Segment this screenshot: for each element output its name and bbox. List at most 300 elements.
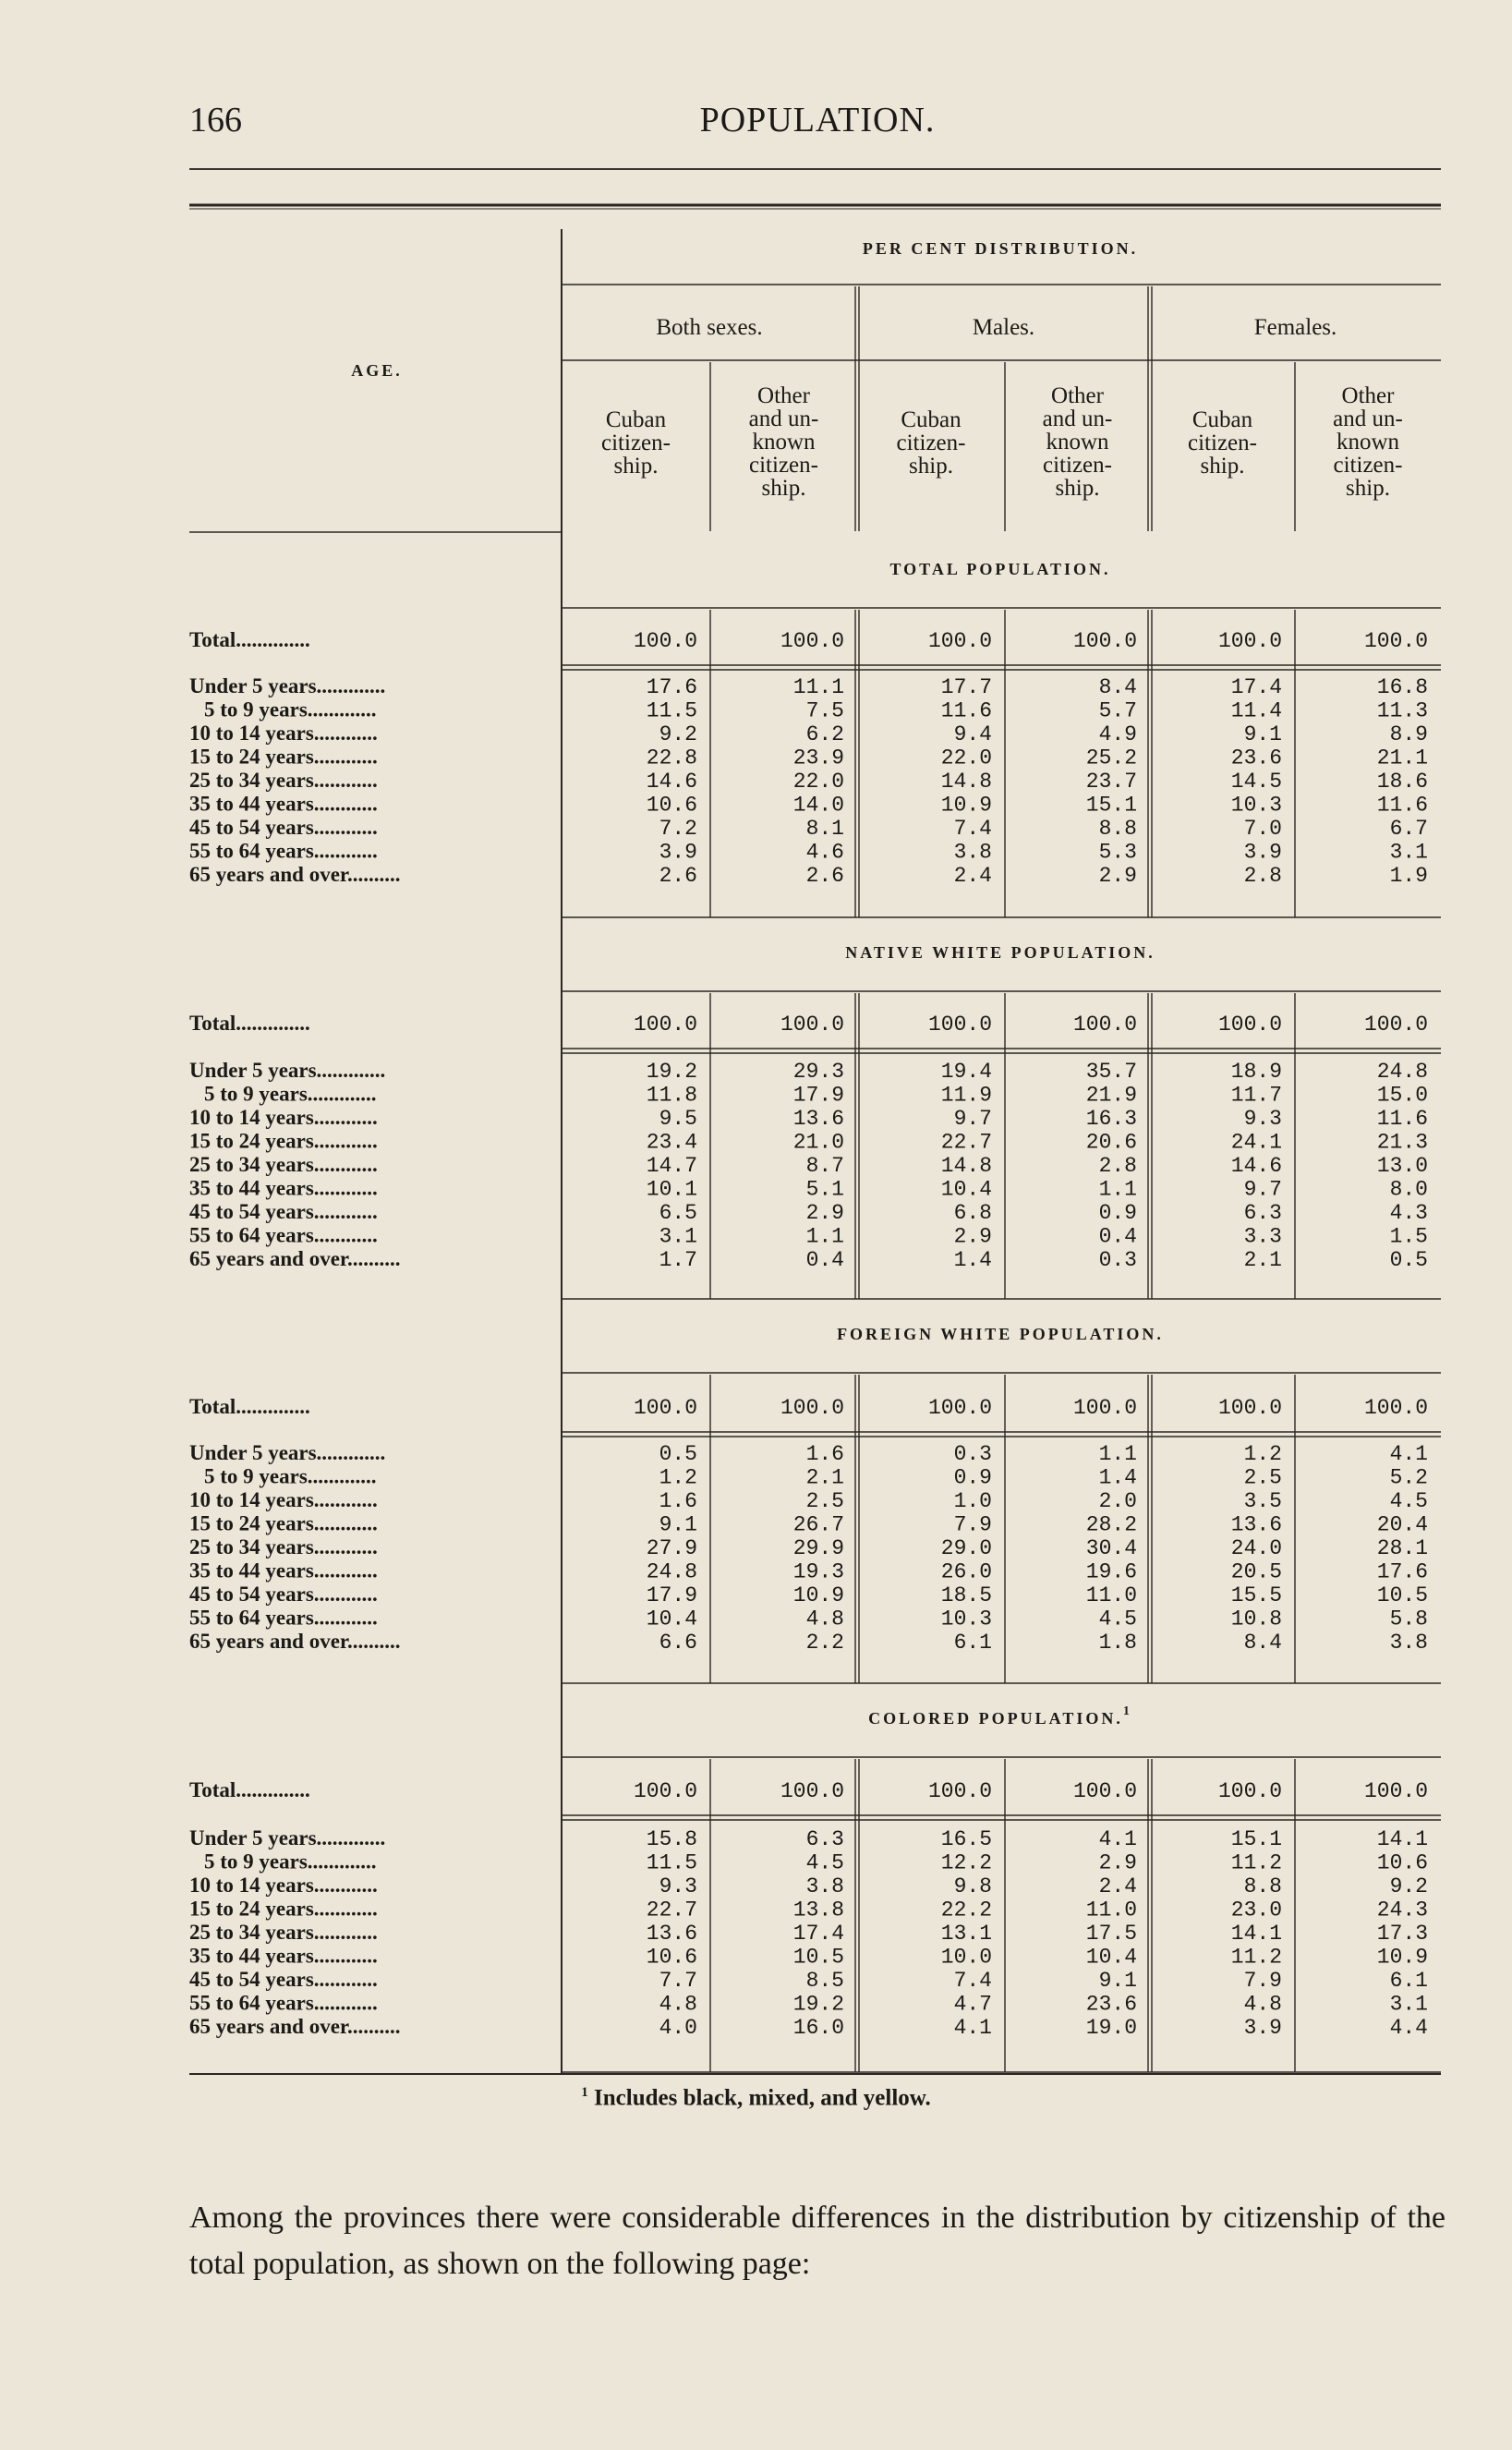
table-cell: 6.5 bbox=[659, 1201, 697, 1225]
table-cell: 6.1 bbox=[953, 1631, 992, 1655]
table-cell: 17.9 bbox=[646, 1583, 697, 1607]
age-label: 15 to 24 years............ bbox=[189, 1129, 378, 1153]
table-cell: 3.5 bbox=[1243, 1489, 1282, 1513]
table-cell: 6.6 bbox=[659, 1631, 697, 1655]
table-cell: 11.3 bbox=[1376, 698, 1428, 723]
column-heading: citizen- bbox=[1188, 431, 1257, 455]
table-cell: 11.9 bbox=[940, 1083, 992, 1108]
table-cell: 17.4 bbox=[792, 1922, 844, 1946]
footnote-text: Includes black, mixed, and yellow. bbox=[594, 2085, 931, 2111]
total-label: Total.............. bbox=[189, 1778, 310, 1801]
age-label: Under 5 years............. bbox=[189, 1059, 386, 1082]
table-cell: 2.1 bbox=[1243, 1248, 1282, 1272]
total-value: 100.0 bbox=[1217, 1779, 1282, 1803]
table-cell: 23.4 bbox=[646, 1130, 697, 1155]
total-value: 100.0 bbox=[780, 629, 844, 653]
table-cell: 15.0 bbox=[1376, 1083, 1428, 1108]
running-title: POPULATION. bbox=[699, 101, 936, 139]
table-cell: 25.2 bbox=[1085, 746, 1137, 770]
table-cell: 11.6 bbox=[940, 698, 992, 723]
table-cell: 17.5 bbox=[1085, 1922, 1137, 1946]
table-cell: 4.1 bbox=[1098, 1827, 1137, 1851]
table-cell: 11.5 bbox=[646, 698, 697, 723]
table-cell: 10.6 bbox=[1376, 1850, 1428, 1875]
table-cell: 11.2 bbox=[1230, 1850, 1282, 1875]
table-cell: 7.9 bbox=[1243, 1969, 1282, 1993]
table-cell: 1.2 bbox=[659, 1465, 697, 1490]
table-cell: 35.7 bbox=[1085, 1060, 1137, 1084]
table-cell: 24.8 bbox=[646, 1559, 697, 1584]
table-cell: 16.5 bbox=[940, 1827, 992, 1851]
table-cell: 11.5 bbox=[646, 1850, 697, 1875]
age-label: 5 to 9 years............. bbox=[204, 697, 377, 722]
table-cell: 3.3 bbox=[1243, 1224, 1282, 1249]
column-heading: and un- bbox=[748, 406, 819, 431]
table-cell: 8.7 bbox=[805, 1154, 844, 1178]
table-cell: 17.9 bbox=[792, 1083, 844, 1108]
table-cell: 11.8 bbox=[646, 1083, 697, 1108]
table-cell: 13.6 bbox=[792, 1107, 844, 1131]
age-label: 5 to 9 years............. bbox=[204, 1082, 377, 1106]
total-value: 100.0 bbox=[633, 1779, 697, 1803]
table-cell: 19.6 bbox=[1085, 1559, 1137, 1584]
table-cell: 6.3 bbox=[805, 1827, 844, 1851]
table-cell: 11.4 bbox=[1230, 698, 1282, 723]
table-cell: 18.5 bbox=[940, 1583, 992, 1607]
table-cell: 11.2 bbox=[1230, 1945, 1282, 1970]
total-value: 100.0 bbox=[1072, 1396, 1137, 1420]
age-label: Under 5 years............. bbox=[189, 674, 386, 697]
section-title: TOTAL POPULATION. bbox=[889, 560, 1111, 578]
table-cell: 0.4 bbox=[805, 1248, 844, 1272]
table-cell: 13.6 bbox=[1230, 1512, 1282, 1537]
column-heading: ship. bbox=[909, 454, 953, 479]
table-cell: 22.0 bbox=[940, 746, 992, 770]
table-cell: 4.5 bbox=[1389, 1489, 1428, 1513]
table-cell: 15.5 bbox=[1230, 1583, 1282, 1607]
table-cell: 15.1 bbox=[1085, 793, 1137, 818]
table-cell: 22.7 bbox=[646, 1898, 697, 1922]
age-label: 65 years and over.......... bbox=[189, 1630, 401, 1653]
total-value: 100.0 bbox=[633, 1396, 697, 1420]
table-cell: 14.6 bbox=[646, 770, 697, 794]
group-heading: Males. bbox=[972, 315, 1035, 340]
column-heading: Other bbox=[1051, 383, 1104, 408]
age-label: 35 to 44 years............ bbox=[189, 1559, 378, 1583]
table-cell: 3.8 bbox=[953, 840, 992, 865]
age-label: 10 to 14 years............ bbox=[189, 1488, 378, 1511]
table-cell: 3.8 bbox=[1389, 1631, 1428, 1655]
table-cell: 17.3 bbox=[1376, 1922, 1428, 1946]
total-value: 100.0 bbox=[780, 1396, 844, 1420]
table-cell: 16.8 bbox=[1376, 675, 1428, 699]
total-value: 100.0 bbox=[1217, 1396, 1282, 1420]
age-label: 55 to 64 years............ bbox=[189, 1606, 378, 1630]
table-cell: 3.1 bbox=[1389, 1992, 1428, 2017]
table-cell: 1.1 bbox=[1098, 1442, 1137, 1466]
age-label: 55 to 64 years............ bbox=[189, 1223, 378, 1247]
table-cell: 21.9 bbox=[1085, 1083, 1137, 1108]
table-cell: 19.0 bbox=[1085, 2016, 1137, 2040]
total-value: 100.0 bbox=[780, 1779, 844, 1803]
column-heading: citizen- bbox=[1333, 453, 1403, 478]
total-value: 100.0 bbox=[927, 1396, 992, 1420]
total-label: Total.............. bbox=[189, 628, 310, 651]
group-heading: Females. bbox=[1253, 315, 1337, 340]
table-cell: 4.6 bbox=[805, 840, 844, 865]
table-cell: 2.6 bbox=[659, 864, 697, 888]
table-cell: 2.4 bbox=[953, 864, 992, 888]
table-cell: 17.7 bbox=[940, 675, 992, 699]
total-label: Total.............. bbox=[189, 1012, 310, 1035]
table-cell: 3.9 bbox=[659, 840, 697, 865]
table-cell: 7.7 bbox=[659, 1969, 697, 1993]
table-cell: 16.3 bbox=[1085, 1107, 1137, 1131]
table-cell: 2.1 bbox=[805, 1465, 844, 1490]
table-cell: 10.4 bbox=[1085, 1945, 1137, 1970]
table-cell: 4.1 bbox=[1389, 1442, 1428, 1466]
table-cell: 0.3 bbox=[1098, 1248, 1137, 1272]
table-cell: 0.4 bbox=[1098, 1224, 1137, 1249]
column-heading: ship. bbox=[1200, 454, 1245, 479]
table-cell: 2.9 bbox=[1098, 864, 1137, 888]
age-label: 35 to 44 years............ bbox=[189, 792, 378, 816]
table-cell: 9.4 bbox=[953, 722, 992, 746]
age-label: 15 to 24 years............ bbox=[189, 1511, 378, 1535]
table-cell: 24.1 bbox=[1230, 1130, 1282, 1155]
total-value: 100.0 bbox=[780, 1013, 844, 1037]
column-heading: Cuban bbox=[1191, 407, 1253, 432]
age-label: 65 years and over.......... bbox=[189, 863, 401, 886]
table-cell: 0.3 bbox=[953, 1442, 992, 1466]
table-cell: 21.1 bbox=[1376, 746, 1428, 770]
table-cell: 7.4 bbox=[953, 817, 992, 841]
table-cell: 28.2 bbox=[1085, 1512, 1137, 1537]
table-cell: 22.7 bbox=[940, 1130, 992, 1155]
table-cell: 1.9 bbox=[1389, 864, 1428, 888]
table-cell: 7.2 bbox=[659, 817, 697, 841]
footnote bbox=[0, 2085, 1512, 2111]
total-value: 100.0 bbox=[1072, 1779, 1137, 1803]
table-cell: 23.7 bbox=[1085, 770, 1137, 794]
table-cell: 3.1 bbox=[1389, 840, 1428, 865]
table-cell: 14.1 bbox=[1230, 1922, 1282, 1946]
table-cell: 9.1 bbox=[1098, 1969, 1137, 1993]
column-heading: ship. bbox=[613, 454, 659, 479]
age-label: Under 5 years............. bbox=[189, 1441, 386, 1464]
column-heading: citizen- bbox=[749, 453, 818, 478]
table-cell: 10.4 bbox=[646, 1607, 697, 1631]
total-value: 100.0 bbox=[633, 1013, 697, 1037]
table-cell: 0.5 bbox=[1389, 1248, 1428, 1272]
table-cell: 4.3 bbox=[1389, 1201, 1428, 1225]
table-cell: 1.7 bbox=[659, 1248, 697, 1272]
footnote-marker: 1 bbox=[581, 2085, 588, 2100]
column-heading: citizen- bbox=[601, 431, 671, 455]
age-label: 45 to 54 years............ bbox=[189, 1200, 378, 1223]
table-cell: 10.5 bbox=[1376, 1583, 1428, 1607]
table-cell: 10.3 bbox=[940, 1607, 992, 1631]
table-cell: 10.1 bbox=[646, 1177, 697, 1202]
table-cell: 22.2 bbox=[940, 1898, 992, 1922]
table-cell: 1.8 bbox=[1098, 1631, 1137, 1655]
column-heading: Other bbox=[1341, 383, 1395, 408]
total-value: 100.0 bbox=[1217, 629, 1282, 653]
table-cell: 11.0 bbox=[1085, 1583, 1137, 1607]
table-cell: 11.7 bbox=[1230, 1083, 1282, 1108]
table-cell: 4.5 bbox=[1098, 1607, 1137, 1631]
total-value: 100.0 bbox=[927, 629, 992, 653]
total-value: 100.0 bbox=[633, 629, 697, 653]
column-heading: Cuban bbox=[901, 407, 962, 432]
table-cell: 11.6 bbox=[1376, 793, 1428, 818]
age-label: 5 to 9 years............. bbox=[204, 1850, 377, 1874]
table-cell: 2.9 bbox=[953, 1224, 992, 1249]
table-cell: 10.5 bbox=[792, 1945, 844, 1970]
table-cell: 3.9 bbox=[1243, 840, 1282, 865]
section-title: FOREIGN WHITE POPULATION. bbox=[837, 1325, 1164, 1343]
table-cell: 1.4 bbox=[1098, 1465, 1137, 1490]
table-cell: 14.6 bbox=[1230, 1154, 1282, 1178]
table-cell: 16.0 bbox=[792, 2016, 844, 2040]
age-label: 35 to 44 years............ bbox=[189, 1944, 378, 1968]
table-cell: 13.1 bbox=[940, 1922, 992, 1946]
table-cell: 20.6 bbox=[1085, 1130, 1137, 1155]
age-label: 25 to 34 years............ bbox=[189, 1921, 378, 1944]
table-cell: 20.5 bbox=[1230, 1559, 1282, 1584]
column-heading: known bbox=[752, 430, 816, 455]
total-value: 100.0 bbox=[927, 1013, 992, 1037]
table-cell: 2.8 bbox=[1098, 1154, 1137, 1178]
table-cell: 4.7 bbox=[953, 1992, 992, 2017]
table-cell: 19.2 bbox=[646, 1060, 697, 1084]
table-cell: 17.6 bbox=[1376, 1559, 1428, 1584]
table-cell: 10.6 bbox=[646, 1945, 697, 1970]
age-label: 65 years and over.......... bbox=[189, 1247, 401, 1270]
group-heading: Both sexes. bbox=[656, 315, 763, 340]
table-cell: 11.0 bbox=[1085, 1898, 1137, 1922]
table-cell: 6.2 bbox=[805, 722, 844, 746]
table-cell: 9.2 bbox=[659, 722, 697, 746]
table-cell: 14.5 bbox=[1230, 770, 1282, 794]
age-label: 55 to 64 years............ bbox=[189, 839, 378, 863]
total-value: 100.0 bbox=[1363, 1779, 1428, 1803]
table-cell: 27.9 bbox=[646, 1536, 697, 1560]
column-heading: known bbox=[1046, 430, 1109, 455]
table-cell: 10.9 bbox=[1376, 1945, 1428, 1970]
total-value: 100.0 bbox=[1217, 1013, 1282, 1037]
table-cell: 2.6 bbox=[805, 864, 844, 888]
table-cell: 23.9 bbox=[792, 746, 844, 770]
table-cell: 9.2 bbox=[1389, 1874, 1428, 1898]
table-cell: 7.5 bbox=[805, 698, 844, 723]
table-cell: 4.4 bbox=[1389, 2016, 1428, 2040]
table-cell: 29.0 bbox=[940, 1536, 992, 1560]
table-cell: 3.9 bbox=[1243, 2016, 1282, 2040]
age-label: 25 to 34 years............ bbox=[189, 769, 378, 792]
column-heading: citizen- bbox=[896, 431, 966, 455]
age-label: 45 to 54 years............ bbox=[189, 1583, 378, 1606]
column-heading: ship. bbox=[1346, 476, 1390, 501]
table-cell: 22.8 bbox=[646, 746, 697, 770]
table-cell: 19.2 bbox=[792, 1992, 844, 2017]
table-cell: 1.4 bbox=[953, 1248, 992, 1272]
table-cell: 23.0 bbox=[1230, 1898, 1282, 1922]
table-cell: 3.8 bbox=[805, 1874, 844, 1898]
table-cell: 24.3 bbox=[1376, 1898, 1428, 1922]
table-cell: 2.5 bbox=[805, 1489, 844, 1513]
table-cell: 5.2 bbox=[1389, 1465, 1428, 1490]
table-cell: 2.2 bbox=[805, 1631, 844, 1655]
table-cell: 4.1 bbox=[953, 2016, 992, 2040]
table-cell: 17.4 bbox=[1230, 675, 1282, 699]
age-label: 45 to 54 years............ bbox=[189, 816, 378, 839]
table-cell: 7.4 bbox=[953, 1969, 992, 1993]
table-cell: 9.1 bbox=[1243, 722, 1282, 746]
table-cell: 2.9 bbox=[805, 1201, 844, 1225]
table-cell: 2.4 bbox=[1098, 1874, 1137, 1898]
table-cell: 15.1 bbox=[1230, 1827, 1282, 1851]
total-label: Total.............. bbox=[189, 1395, 310, 1418]
table-cell: 5.7 bbox=[1098, 698, 1137, 723]
table-cell: 10.0 bbox=[940, 1945, 992, 1970]
total-value: 100.0 bbox=[927, 1779, 992, 1803]
table-cell: 9.3 bbox=[659, 1874, 697, 1898]
table-cell: 3.1 bbox=[659, 1224, 697, 1249]
table-cell: 1.0 bbox=[953, 1489, 992, 1513]
section-title: COLORED POPULATION.$^1$ bbox=[868, 1704, 1132, 1728]
table-cell: 28.1 bbox=[1376, 1536, 1428, 1560]
table-cell: 26.7 bbox=[792, 1512, 844, 1537]
column-heading: ship. bbox=[1055, 476, 1100, 501]
table-cell: 10.8 bbox=[1230, 1607, 1282, 1631]
age-label: 10 to 14 years............ bbox=[189, 1874, 378, 1897]
age-label: 5 to 9 years............. bbox=[204, 1464, 377, 1488]
age-label: 15 to 24 years............ bbox=[189, 1897, 378, 1921]
table-cell: 2.8 bbox=[1243, 864, 1282, 888]
table-cell: 9.3 bbox=[1243, 1107, 1282, 1131]
total-value: 100.0 bbox=[1363, 629, 1428, 653]
table-cell: 14.0 bbox=[792, 793, 844, 818]
table-cell: 24.8 bbox=[1376, 1060, 1428, 1084]
column-heading: Other bbox=[757, 383, 810, 408]
table-cell: 5.1 bbox=[805, 1177, 844, 1202]
table-cell: 9.5 bbox=[659, 1107, 697, 1131]
table-cell: 8.4 bbox=[1098, 675, 1137, 699]
table-cell: 8.5 bbox=[805, 1969, 844, 1993]
table-cell: 1.2 bbox=[1243, 1442, 1282, 1466]
table-cell: 6.8 bbox=[953, 1201, 992, 1225]
closing-paragraph: Among the provinces there were considerable differences in the distribution by citizenship of the total population, as shown on the following page: bbox=[189, 2201, 1445, 2281]
table-cell: 18.9 bbox=[1230, 1060, 1282, 1084]
table-cell: 7.9 bbox=[953, 1512, 992, 1537]
table-cell: 8.4 bbox=[1243, 1631, 1282, 1655]
total-value: 100.0 bbox=[1072, 629, 1137, 653]
table-cell: 20.4 bbox=[1376, 1512, 1428, 1537]
table-cell: 29.3 bbox=[792, 1060, 844, 1084]
table-cell: 8.8 bbox=[1243, 1874, 1282, 1898]
table-cell: 1.1 bbox=[805, 1224, 844, 1249]
column-heading: ship. bbox=[761, 476, 806, 501]
table-cell: 10.9 bbox=[940, 793, 992, 818]
table-cell: 0.9 bbox=[953, 1465, 992, 1490]
table-cell: 9.8 bbox=[953, 1874, 992, 1898]
table-cell: 2.0 bbox=[1098, 1489, 1137, 1513]
table-cell: 13.6 bbox=[646, 1922, 697, 1946]
table-cell: 5.8 bbox=[1389, 1607, 1428, 1631]
age-label: 10 to 14 years............ bbox=[189, 1106, 378, 1129]
table-cell: 7.0 bbox=[1243, 817, 1282, 841]
table-cell: 12.2 bbox=[940, 1850, 992, 1875]
table-cell: 1.6 bbox=[659, 1489, 697, 1513]
table-cell: 4.8 bbox=[1243, 1992, 1282, 2017]
table-cell: 30.4 bbox=[1085, 1536, 1137, 1560]
table-cell: 8.1 bbox=[805, 817, 844, 841]
table-cell: 18.6 bbox=[1376, 770, 1428, 794]
total-value: 100.0 bbox=[1363, 1396, 1428, 1420]
table-cell: 21.0 bbox=[792, 1130, 844, 1155]
table-cell: 2.9 bbox=[1098, 1850, 1137, 1875]
age-label: 35 to 44 years............ bbox=[189, 1176, 378, 1200]
section-title-note: 1 bbox=[1122, 1704, 1132, 1718]
table-cell: 11.6 bbox=[1376, 1107, 1428, 1131]
table-cell: 13.8 bbox=[792, 1898, 844, 1922]
table-cell: 5.3 bbox=[1098, 840, 1137, 865]
table-cell: 19.4 bbox=[940, 1060, 992, 1084]
table-cell: 6.7 bbox=[1389, 817, 1428, 841]
table-cell: 0.5 bbox=[659, 1442, 697, 1466]
table-cell: 14.1 bbox=[1376, 1827, 1428, 1851]
age-label: 25 to 34 years............ bbox=[189, 1535, 378, 1559]
table-cell: 8.9 bbox=[1389, 722, 1428, 746]
table-cell: 4.8 bbox=[659, 1992, 697, 2017]
table-cell: 6.3 bbox=[1243, 1201, 1282, 1225]
table-cell: 4.0 bbox=[659, 2016, 697, 2040]
total-value: 100.0 bbox=[1072, 1013, 1137, 1037]
table-cell: 9.7 bbox=[953, 1107, 992, 1131]
table-cell: 15.8 bbox=[646, 1827, 697, 1851]
table-cell: 4.8 bbox=[805, 1607, 844, 1631]
table-cell: 22.0 bbox=[792, 770, 844, 794]
age-label: 25 to 34 years............ bbox=[189, 1153, 378, 1176]
table-cell: 10.6 bbox=[646, 793, 697, 818]
table-cell: 4.5 bbox=[805, 1850, 844, 1875]
age-label: 65 years and over.......... bbox=[189, 2015, 401, 2038]
table-cell: 24.0 bbox=[1230, 1536, 1282, 1560]
table-cell: 11.1 bbox=[792, 675, 844, 699]
table-cell: 14.8 bbox=[940, 1154, 992, 1178]
table-cell: 23.6 bbox=[1230, 746, 1282, 770]
table-cell: 29.9 bbox=[792, 1536, 844, 1560]
table-cell: 1.5 bbox=[1389, 1224, 1428, 1249]
age-label: Under 5 years............. bbox=[189, 1826, 386, 1850]
column-heading: Cuban bbox=[605, 407, 667, 432]
table-cell: 14.8 bbox=[940, 770, 992, 794]
column-heading: and un- bbox=[1333, 406, 1403, 431]
table-cell: 1.1 bbox=[1098, 1177, 1137, 1202]
table-cell: 19.3 bbox=[792, 1559, 844, 1584]
table-cell: 9.7 bbox=[1243, 1177, 1282, 1202]
table-cell: 0.9 bbox=[1098, 1201, 1137, 1225]
table-cell: 14.7 bbox=[646, 1154, 697, 1178]
section-title: NATIVE WHITE POPULATION. bbox=[845, 943, 1155, 962]
total-value: 100.0 bbox=[1363, 1013, 1428, 1037]
column-heading: citizen- bbox=[1043, 453, 1112, 478]
table-cell: 6.1 bbox=[1389, 1969, 1428, 1993]
age-label: 10 to 14 years............ bbox=[189, 722, 378, 745]
table-cell: 2.5 bbox=[1243, 1465, 1282, 1490]
age-label: 45 to 54 years............ bbox=[189, 1968, 378, 1991]
